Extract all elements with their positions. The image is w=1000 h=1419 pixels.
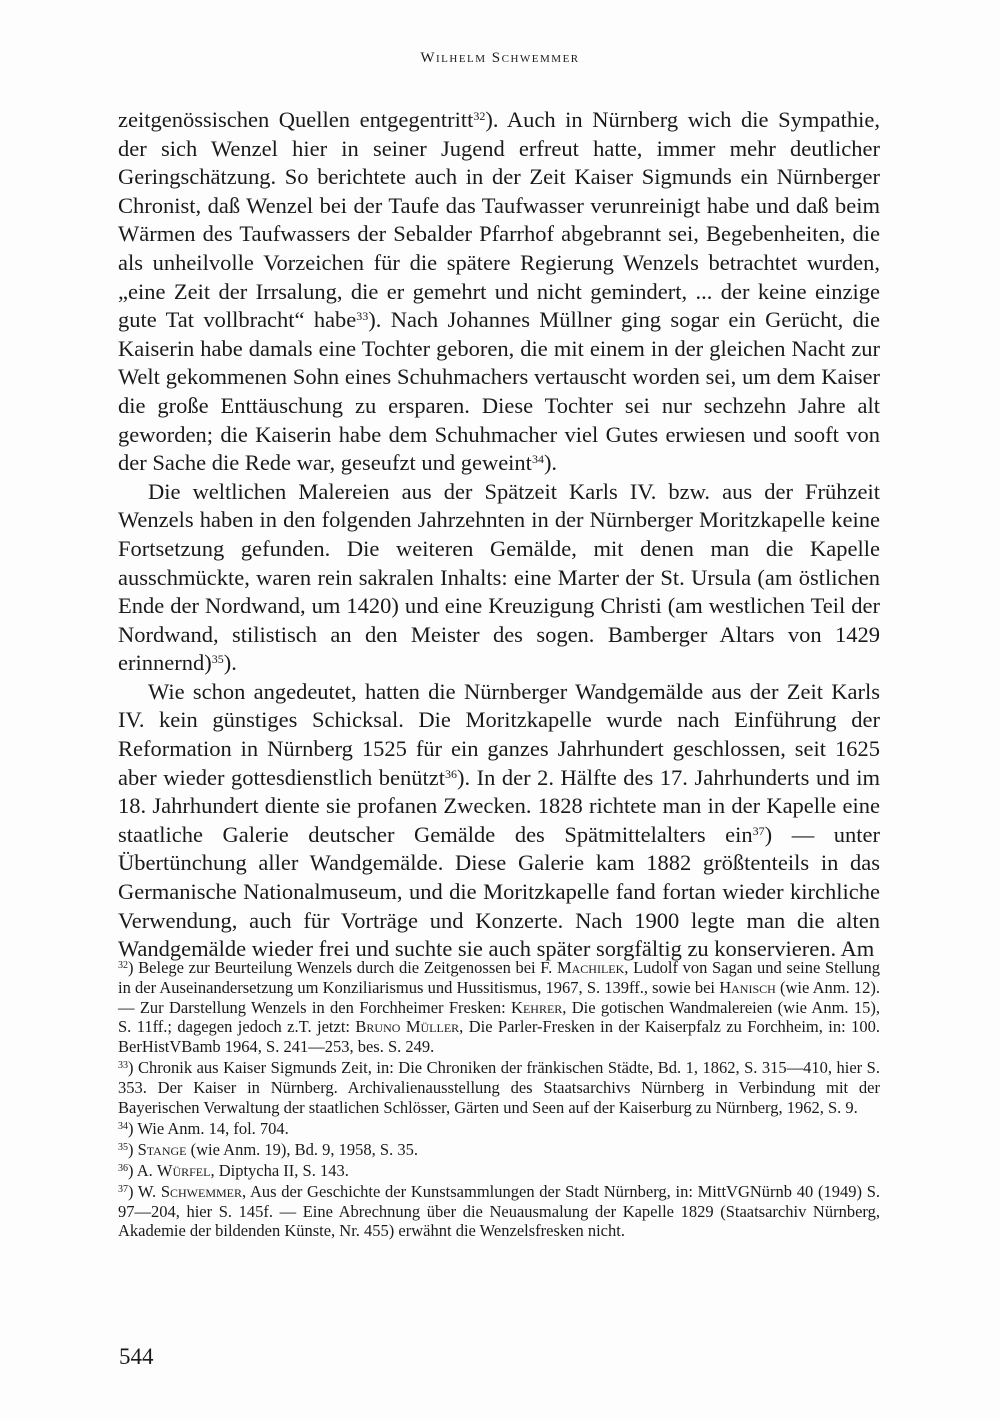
footnote-number: 34 [118,1120,128,1132]
footnote-36 [118,1161,880,1181]
text-run: , Die Parler-Fresken in der Kaiserpfalz zu Forchheim, in: 100. BerHistVBamb 1964, S. 241—253, bes. S. 249. [118,1017,880,1057]
text-run: zeitgenössischen Quellen entgegentritt [118,107,474,132]
text-run: ). Nach Johannes Müllner ging sogar ein Gerücht, die Kaiserin habe damals eine Tochter geboren, die mit einem in der gleichen Nacht zur Welt gekommenen Sohn eines Schuhmachers vertauscht worden sei, um dem Kaiser die große Enttäuschung zu ersparen. Diese Tochter sei nur sechzehn Jahre alt geworden; die Kaiserin habe dem Schuhmacher viel Gutes erwiesen und sooft von der Sache die Rede war, geseufzt und geweint [118,307,880,476]
text-run: (wie Anm. 12). — Zur Darstellung Wenzels in den Forchheimer Fresken: [118,977,880,1017]
text-run: ) A. [128,1160,157,1180]
running-head: Wilhelm Schwemmer [420,50,580,66]
text-run: , Diptycha II, S. 143. [210,1160,349,1180]
text-run: (wie Anm. 19), Bd. 9, 1958, S. 35. [186,1139,418,1159]
footnote-ref-33: 33 [356,309,369,324]
footnote-ref-37: 37 [752,823,765,838]
page-number: 544 [119,1344,154,1369]
text-run: Die weltlichen Malereien aus der Spätzeit Karls IV. bzw. aus der Frühzeit Wenzels haben in den folgenden Jahrzehnten in der Nürnberger Moritzkapelle keine Fortsetzung gefunden. Die weiteren Gemälde, mit denen man die Kapelle ausschmückte, waren rein sakralen Inhalts: eine Marter der St. Ursula (am östlichen Ende der Nordwand, um 1420) und eine Kreuzigung Christi (am westlichen Teil der Nordwand, stilistisch an den Meister des sogen. Bamberger Altars von 1429 erinnernd) [118,478,880,676]
text-run: ) W. [128,1181,161,1201]
text-run: ) [128,1139,138,1159]
author-name: Machilek [556,958,625,977]
footnote-32 [118,958,880,1057]
text-run: ). [223,650,237,676]
footnote-33 [118,1058,880,1117]
text-run: Wie schon angedeutet, hatten die Nürnberger Wandgemälde aus der Zeit Karls IV. kein günstiges Schicksal. Die Moritzkapelle wurde nach Einführung der Reformation in Nürnberg 1525 für ein ganzes Jahrhundert geschlossen, seit 1625 aber wieder gottesdienstlich benützt [118,678,880,790]
author-name: Schwemmer [160,1181,243,1201]
paragraph-2 [118,478,880,678]
text-run: ) Wie Anm. 14, fol. 704. [128,1118,289,1138]
text-run: ). [543,450,558,476]
body-text [118,106,880,964]
author-name: Stange [137,1139,187,1159]
footnote-ref-34: 34 [531,452,544,467]
text-run: ) Chronik aus Kaiser Sigmunds Zeit, in: Die Chroniken der fränkischen Städte, Bd. 1, 1862, S. 315—410, hier S. 353. Der Kaiser in Nürnberg. Archivalienausstellung des Staatsarchivs Nürnberg in Verbindung mit der Bayerischen Verwaltung der staatlichen Schlösser, Gärten und Seen auf der Kaiserburg zu Nürnberg, 1962, S. 9. [118,1058,880,1117]
footnote-34 [118,1119,880,1139]
paragraph-3 [118,678,880,964]
footnotes [118,958,880,1242]
text-run: ). In der 2. Hälfte des 17. Jahrhunderts und im 18. Jahrhundert diente sie profanen Zwecken. 1828 richtete man in der Kapelle eine staatliche Galerie deutscher Gemälde des Spätmittelalters ein [118,764,880,847]
text-run: ) — unter Übertünchung aller Wandgemälde. Diese Galerie kam 1882 größtenteils in das Germanische Nationalmuseum, und die Moritzkapelle fand fortan wieder kirchliche Verwendung, auch für Vorträge und Konzerte. Nach 1900 legte man die alten Wandgemälde wieder frei und suchte sie auch später sorgfältig zu konservieren. Am [118,821,881,962]
text-run: ) Belege zur Beurteilung Wenzels durch die Zeitgenossen bei F. [128,958,557,977]
footnote-number: 35 [118,1141,128,1153]
footnote-ref-35: 35 [211,652,224,667]
author-name: Bruno Müller [355,1017,460,1037]
author-name: Kehrer [511,997,563,1017]
paragraph-1 [118,106,880,478]
text-run: , Ludolf von Sagan und seine Stellung in der Auseinandersetzung um Konziliarismus und Hussitismus, 1967, S. 139ff., sowie bei [118,958,880,997]
footnote-ref-32: 32 [473,109,486,123]
text-run: ). Auch in Nürnberg wich die Sympathie, der sich Wenzel hier in seiner Jugend erfreut hatte, immer mehr deutlicher Geringschätzung. So berichtete auch in der Zeit Kaiser Sigmunds ein Nürnberger Chronist, daß Wenzel bei der Taufe das Taufwasser verunreinigt habe und daß beim Wärmen des Taufwassers der Sebalder Pfarrhof abgebrannt sei, Begebenheiten, die als unheilvolle Vorzeichen für die spätere Regierung Wenzels betrachtet wurden, „eine Zeit der Irrsalung, die er gemehrt und nicht gemindert, ... der keine einzige gute Tat vollbracht“ habe [118,107,880,333]
footnote-number: 32 [118,960,128,971]
footnote-number: 37 [118,1183,128,1195]
text-run: , Aus der Geschichte der Kunstsammlungen der Stadt Nürnberg, in: MittVGNürnb 40 (1949) S. 97—204, hier S. 145f. — Eine Abrechnung über die Neuausmalung der Kapelle 1829 (Staatsarchiv Nürnberg, Akademie der bildenden Künste, Nr. 455) erwähnt die Wenzelsfresken nicht. [118,1181,880,1241]
text-run: , Die gotischen Wandmalereien (wie Anm. 15), S. 11ff.; dagegen jedoch z.T. jetzt: [118,997,880,1037]
footnote-ref-36: 36 [444,766,457,781]
author-name: Würfel [156,1160,211,1180]
author-name: Hanisch [719,977,776,997]
footnote-35 [118,1140,880,1160]
footnote-number: 33 [118,1060,128,1072]
footnote-number: 36 [118,1162,128,1174]
footnote-37 [118,1182,880,1241]
